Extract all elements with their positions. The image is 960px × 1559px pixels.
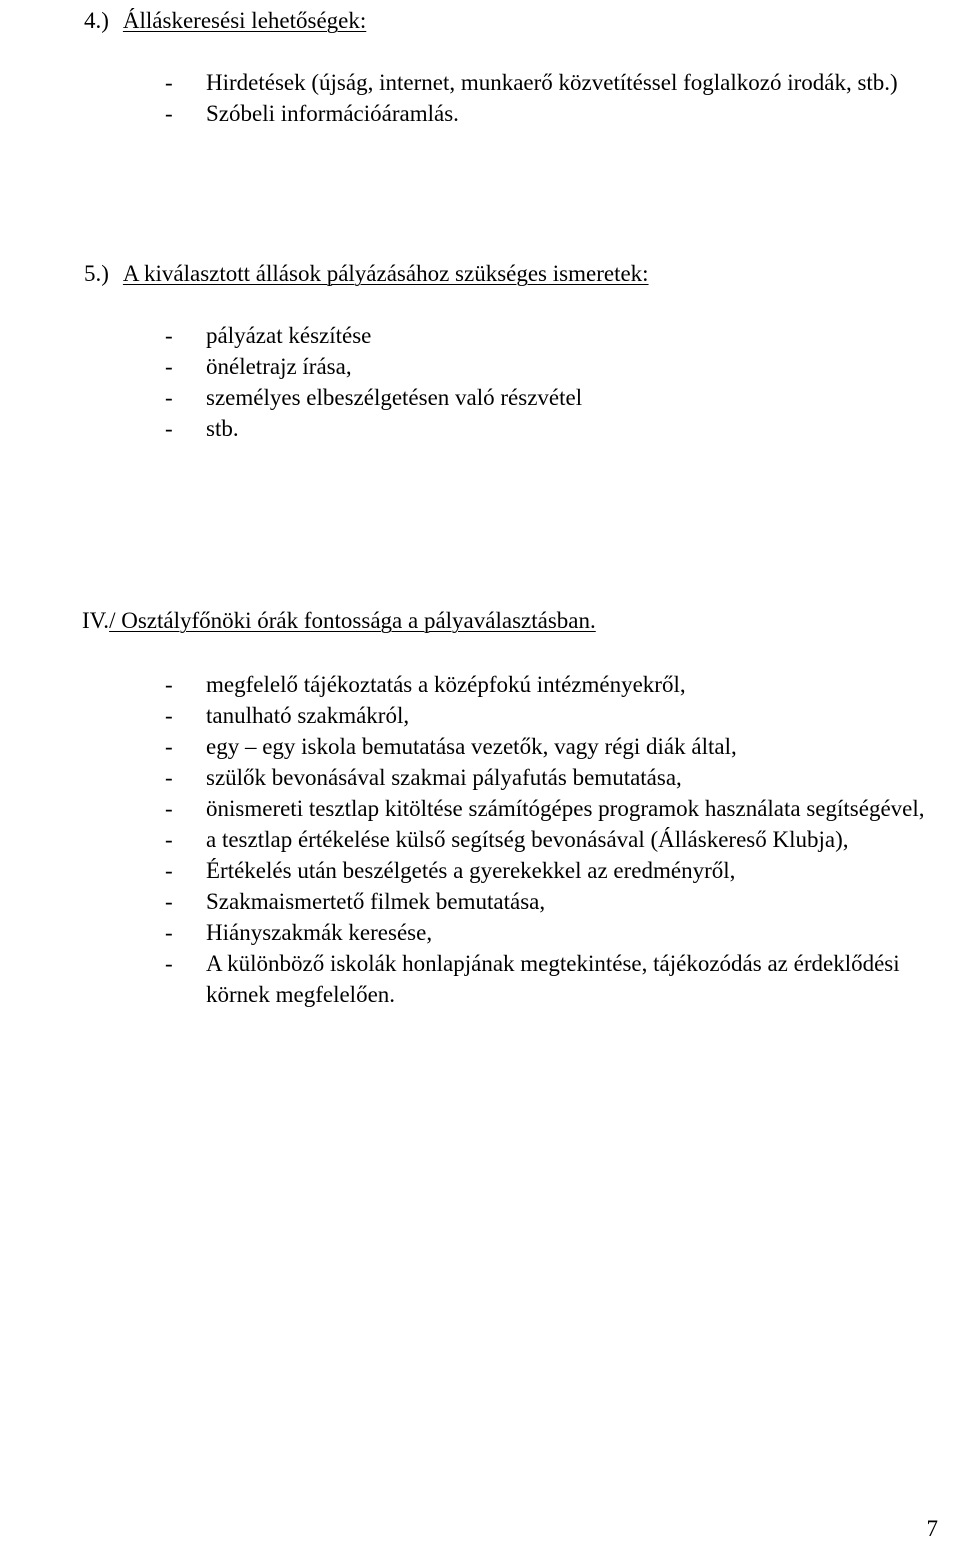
list-dash: - bbox=[165, 70, 173, 95]
list-dash: - bbox=[165, 354, 173, 379]
list-dash: - bbox=[165, 734, 173, 759]
list-item bbox=[165, 669, 925, 700]
list-item-text: Hiányszakmák keresése, bbox=[206, 920, 433, 945]
section-iv-title: / Osztályfőnöki órák fontossága a pályaválasztásban. bbox=[109, 608, 596, 633]
list-dash: - bbox=[165, 385, 173, 410]
list-item bbox=[165, 413, 925, 444]
list-dash: - bbox=[165, 796, 173, 821]
list-item bbox=[165, 793, 925, 824]
section-iv-list bbox=[165, 669, 925, 1010]
list-item bbox=[165, 917, 925, 948]
section-4-number: 4.) bbox=[84, 8, 109, 33]
section-5-heading bbox=[84, 258, 649, 289]
list-item bbox=[165, 731, 925, 762]
list-dash: - bbox=[165, 672, 173, 697]
list-dash: - bbox=[165, 101, 173, 126]
list-dash: - bbox=[165, 889, 173, 914]
list-item bbox=[165, 320, 925, 351]
list-item bbox=[165, 700, 925, 731]
list-dash: - bbox=[165, 858, 173, 883]
list-item bbox=[165, 382, 925, 413]
section-5-number: 5.) bbox=[84, 261, 109, 286]
list-item-text: egy – egy iskola bemutatása vezetők, vagy régi diák által, bbox=[206, 734, 737, 759]
list-dash: - bbox=[165, 703, 173, 728]
list-item-text: a tesztlap értékelése külső segítség bevonásával (Álláskereső Klubja), bbox=[206, 827, 849, 852]
list-item bbox=[165, 67, 905, 98]
list-item-text: A különböző iskolák honlapjának megtekintése, tájékozódás az érdeklődési körnek megfelelően. bbox=[206, 951, 900, 1007]
section-4-heading bbox=[84, 5, 366, 36]
list-item bbox=[165, 855, 925, 886]
list-item bbox=[165, 98, 905, 129]
page-number: 7 bbox=[926, 1516, 938, 1541]
list-item-text: önismereti tesztlap kitöltése számítógépes programok használata segítségével, bbox=[206, 796, 925, 821]
section-5-list bbox=[165, 320, 925, 444]
list-dash: - bbox=[165, 765, 173, 790]
section-iv-heading bbox=[82, 605, 596, 636]
list-dash: - bbox=[165, 920, 173, 945]
list-item bbox=[165, 948, 925, 1010]
list-item-text: tanulható szakmákról, bbox=[206, 703, 410, 728]
list-item-text: önéletrajz írása, bbox=[206, 354, 352, 379]
list-item bbox=[165, 762, 925, 793]
list-item bbox=[165, 886, 925, 917]
list-item-text: Hirdetések (újság, internet, munkaerő közvetítéssel foglalkozó irodák, stb.) bbox=[206, 70, 898, 95]
list-item-text: megfelelő tájékoztatás a középfokú intézményekről, bbox=[206, 672, 686, 697]
list-item bbox=[165, 351, 925, 382]
list-dash: - bbox=[165, 416, 173, 441]
list-item-text: személyes elbeszélgetésen való részvétel bbox=[206, 385, 583, 410]
list-item-text: Szakmaismertető filmek bemutatása, bbox=[206, 889, 546, 914]
section-iv-number: IV. bbox=[82, 608, 110, 633]
section-5-title: A kiválasztott állások pályázásához szükséges ismeretek: bbox=[122, 261, 649, 286]
section-4-list bbox=[165, 67, 905, 129]
list-item-text: pályázat készítése bbox=[206, 323, 372, 348]
section-4-title: Álláskeresési lehetőségek: bbox=[122, 8, 367, 33]
list-item-text: Értékelés után beszélgetés a gyerekekkel az eredményről, bbox=[206, 858, 736, 883]
list-dash: - bbox=[165, 323, 173, 348]
list-dash: - bbox=[165, 951, 173, 976]
list-dash: - bbox=[165, 827, 173, 852]
list-item-text: Szóbeli információáramlás. bbox=[206, 101, 459, 126]
list-item-text: szülők bevonásával szakmai pályafutás bemutatása, bbox=[206, 765, 682, 790]
list-item-text: stb. bbox=[206, 416, 239, 441]
list-item bbox=[165, 824, 925, 855]
